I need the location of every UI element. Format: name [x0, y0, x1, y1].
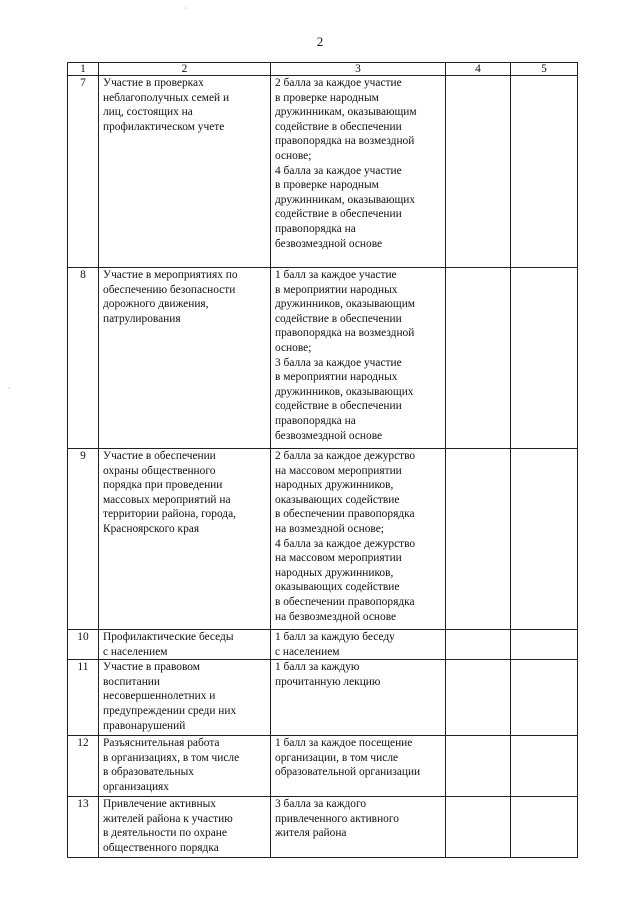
row-number: 13 — [68, 797, 99, 858]
table-row — [68, 268, 578, 449]
col5-cell — [511, 797, 578, 858]
col4-cell — [446, 736, 511, 797]
activity-cell: Участие в мероприятиях по обеспечению безопасности дорожного движения, патрулирования — [99, 268, 271, 449]
col4-cell — [446, 660, 511, 736]
table-row — [68, 660, 578, 736]
row-number: 7 — [68, 76, 99, 268]
page-number: 2 — [316, 34, 324, 49]
activity-cell: Разъяснительная работа в организациях, в том числе в образовательных организациях — [99, 736, 271, 797]
header-col-5: 5 — [511, 63, 578, 76]
table-row — [68, 736, 578, 797]
col4-cell — [446, 76, 511, 268]
header-col-3: 3 — [271, 63, 446, 76]
points-cell: 1 балл за каждую прочитанную лекцию — [271, 660, 446, 736]
table-row — [68, 76, 578, 268]
row-number: 9 — [68, 449, 99, 630]
col5-cell — [511, 449, 578, 630]
row-number: 12 — [68, 736, 99, 797]
col5-cell — [511, 76, 578, 268]
activity-cell: Привлечение активных жителей района к участию в деятельности по охране общественного порядка — [99, 797, 271, 858]
points-cell: 3 балла за каждого привлеченного активного жителя района — [271, 797, 446, 858]
header-col-4: 4 — [446, 63, 511, 76]
table-row — [68, 449, 578, 630]
col4-cell — [446, 797, 511, 858]
col4-cell — [446, 268, 511, 449]
criteria-table — [67, 62, 578, 858]
col5-cell — [511, 660, 578, 736]
col4-cell — [446, 630, 511, 660]
row-number: 11 — [68, 660, 99, 736]
activity-cell: Участие в правовом воспитании несовершеннолетних и предупреждении среди них правонарушений — [99, 660, 271, 736]
points-cell: 1 балл за каждое участие в мероприятии народных дружинников, оказывающим содействие в обеспечении правопорядка на возмездной основе; 3 балла за каждое участие в мероприятии народных дружинников, оказывающих содействие в обеспечении правопорядка на безвозмездной основе — [271, 268, 446, 449]
header-col-2: 2 — [99, 63, 271, 76]
col5-cell — [511, 736, 578, 797]
row-number: 8 — [68, 268, 99, 449]
col4-cell — [446, 449, 511, 630]
scan-mark: · — [184, 4, 187, 13]
col5-cell — [511, 630, 578, 660]
points-cell: 1 балл за каждое посещение организации, в том числе образовательной организации — [271, 736, 446, 797]
table-row — [68, 630, 578, 660]
table-header-row — [68, 63, 578, 76]
row-number: 10 — [68, 630, 99, 660]
points-cell: 1 балл за каждую беседу с населением — [271, 630, 446, 660]
activity-cell: Профилактические беседы с населением — [99, 630, 271, 660]
points-cell: 2 балла за каждое участие в проверке народным дружинникам, оказывающим содействие в обеспечении правопорядка на возмездной основе; 4 балла за каждое участие в проверке народным дружинникам, оказывающих содействие в обеспечении правопорядка на безвозмездной основе — [271, 76, 446, 268]
header-col-1: 1 — [68, 63, 99, 76]
col5-cell — [511, 268, 578, 449]
points-cell: 2 балла за каждое дежурство на массовом мероприятии народных дружинников, оказывающих содействие в обеспечении правопорядка на возмездной основе; 4 балла за каждое дежурство на массовом мероприятии народных дружинников, оказывающих содействие в обеспечении правопорядка на безвозмездной основе — [271, 449, 446, 630]
activity-cell: Участие в обеспечении охраны общественного порядка при проведении массовых мероприятий на территории района, города, Красноярского края — [99, 449, 271, 630]
activity-cell: Участие в проверках неблагополучных семей и лиц, состоящих на профилактическом учете — [99, 76, 271, 268]
table-row — [68, 797, 578, 858]
scan-mark: · — [8, 384, 11, 393]
